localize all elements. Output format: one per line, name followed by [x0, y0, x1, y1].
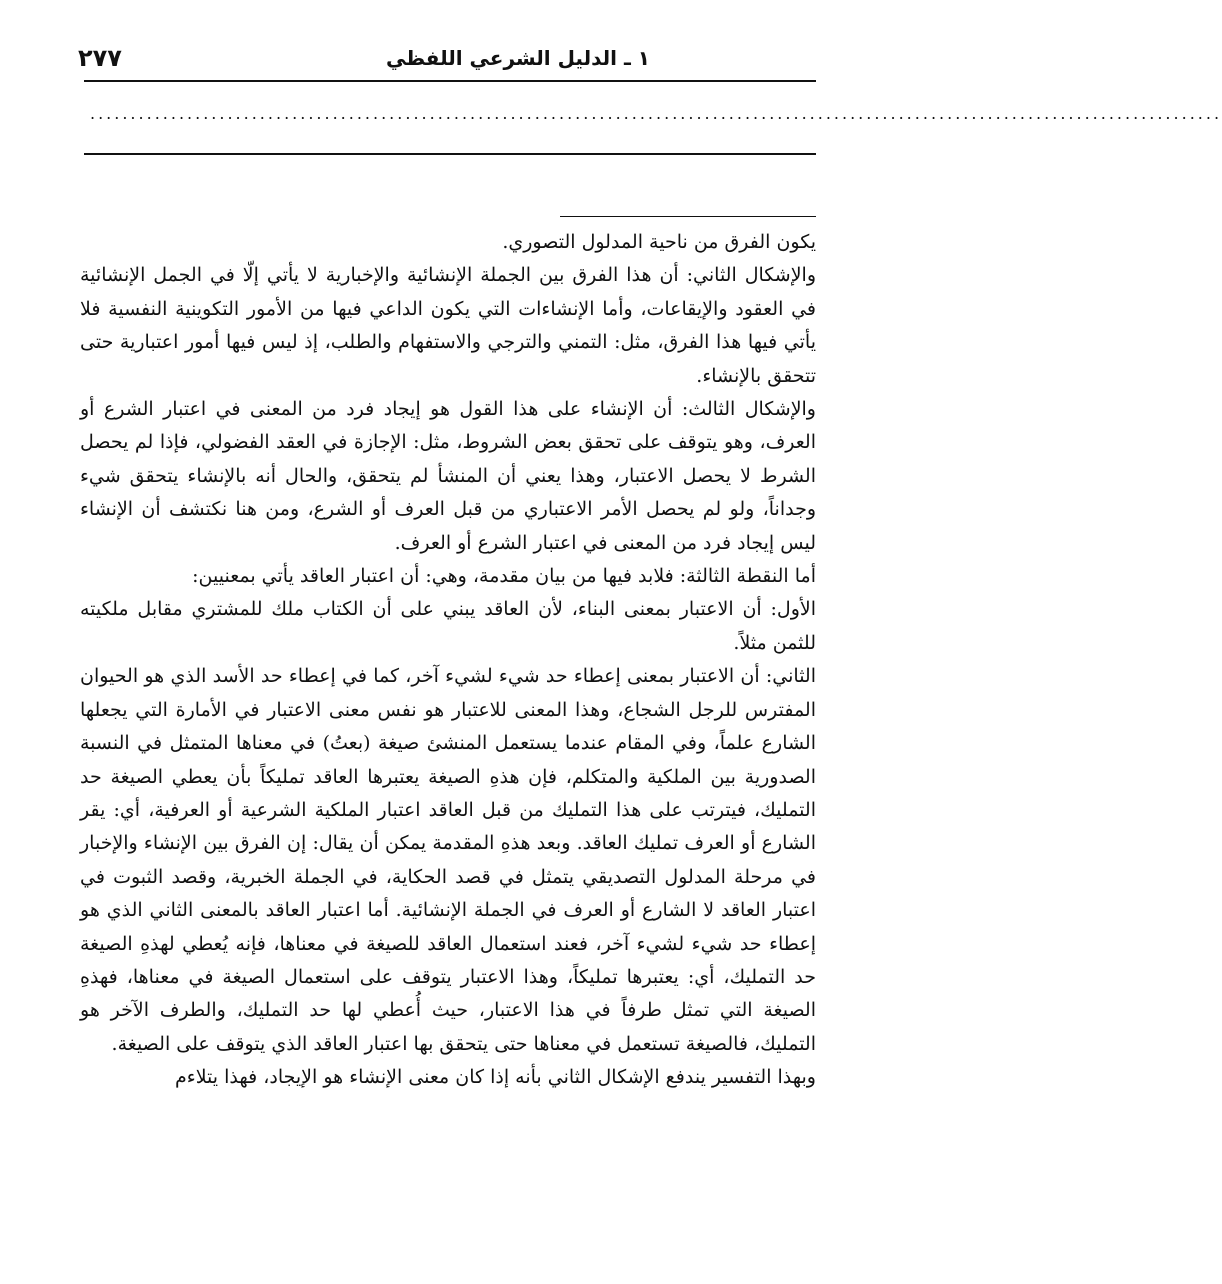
dotted-separator: ............................................................................................................................................: [90, 104, 1222, 123]
page-header: [78, 38, 818, 78]
paragraph: والإشكال الثالث: أن الإنشاء على هذا القول هو إيجاد فرد من المعنى في اعتبار الشرع أو العرف، وهو يتوقف على تحقق بعض الشروط، مثل: الإجازة في العقد الفضولي، فإذا لم يحصل الشرط لا يحصل الاعتبار، وهذا يعني أن المنشأ لم يتحقق، والحال أنه بالإنشاء يتحقق شيء وجداناً، ولو لم يحصل الأمر الاعتباري من قبل العرف أو الشرع، ومن هنا نكتشف أن الإنشاء ليس إيجاد فرد من المعنى في اعتبار الشرع أو العرف.: [80, 398, 816, 554]
separator-rule: [84, 153, 816, 155]
paragraph: أما النقطة الثالثة: فلابد فيها من بيان مقدمة، وهي: أن اعتبار العاقد يأتي بمعنيين:: [192, 565, 816, 588]
page-number: ٢٧٧: [78, 44, 122, 72]
running-title: ١ ـ الدليل الشرعي اللفظي: [385, 46, 650, 70]
paragraph: والإشكال الثاني: أن هذا الفرق بين الجملة الإنشائية والإخبارية لا يأتي إلّا في الجمل الإنشائية في العقود والإيقاعات، وأما الإنشاءات التي يكون الداعي فيها من الأمور التكوينية النفسية فلا يأتي فيها هذا الفرق، مثل: التمني والترجي والاستفهام والطلب، إذ ليس فيها أمور اعتبارية حتى تتحقق بالإنشاء.: [80, 264, 816, 387]
header-rule: [84, 80, 816, 82]
footnote-divider: [560, 216, 816, 217]
main-text: [80, 226, 816, 1095]
paragraph: الأول: أن الاعتبار بمعنى البناء، لأن العاقد يبني على أن الكتاب ملك للمشتري مقابل ملكيته للثمن مثلاً.: [80, 598, 816, 654]
paragraph: يكون الفرق من ناحية المدلول التصوري.: [502, 231, 816, 253]
paragraph: الثاني: أن الاعتبار بمعنى إعطاء حد شيء لشيء آخر، كما في إعطاء حد الأسد الذي هو الحيوان المفترس للرجل الشجاع، وهذا المعنى للاعتبار هو نفس معنى الاعتبار في الأمارة التي يجعلها الشارع علماً، وفي المقام عندما يستعمل المنشئ صيغة (بعتُ) في معناها المتمثل في النسبة الصدورية بين الملكية والمتكلم، فإن هذهِ الصيغة يعتبرها العاقد تمليكاً بأن يعطي الصيغة حد التمليك، فيترتب على هذا التمليك من قبل العاقد اعتبار الملكية الشرعية أو العرفية، أي: يقر الشارع أو العرف تمليك العاقد. وبعد هذهِ المقدمة يمكن أن يقال: إن الفرق بين الإنشاء والإخبار في مرحلة المدلول التصديقي يتمثل في قصد الحكاية، في الجملة الخبرية، وقصد الثبوت في اعتبار العاقد لا الشارع أو العرف في الجملة الإنشائية. أما اعتبار العاقد بالمعنى الثاني الذي هو إعطاء حد شيء لشيء آخر، فعند استعمال العاقد للصيغة في معناها، فإنه يُعطي لهذهِ الصيغة حد التمليك، أي: يعتبرها تمليكاً، وهذا الاعتبار يتوقف على استعمال الصيغة في معناها، فهذهِ الصيغة التي تمثل طرفاً في هذا الاعتبار، حيث أُعطي لها حد التمليك، والطرف الآخر هو التمليك، فالصيغة تستعمل في معناها حتى يتحقق بها اعتبار العاقد الذي يتوقف على الصيغة.: [80, 665, 816, 1055]
paragraph: وبهذا التفسير يندفع الإشكال الثاني بأنه إذا كان معنى الإنشاء هو الإيجاد، فهذا يتلاءم: [175, 1066, 816, 1089]
